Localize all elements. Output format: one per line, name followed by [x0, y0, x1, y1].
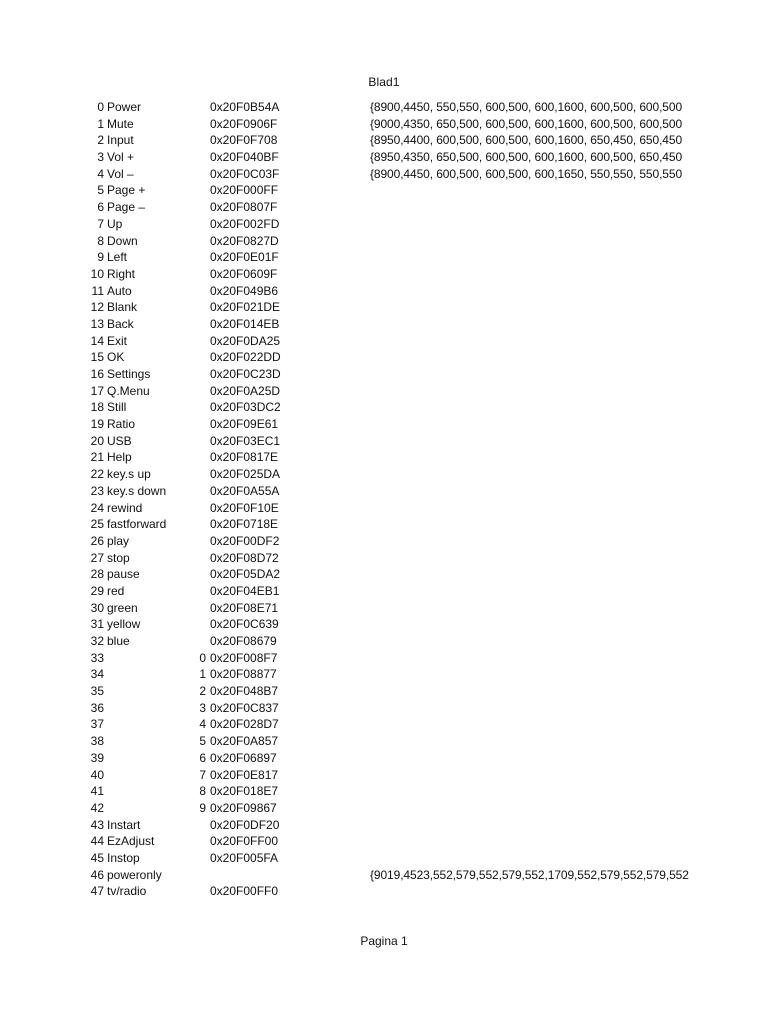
ir-code-cell: 0x20F000FF — [210, 183, 279, 198]
table-row — [0, 99, 768, 116]
button-name-cell: Down — [107, 233, 138, 248]
button-name-cell: stop — [107, 550, 130, 565]
ir-code-cell: 0x20F0A857 — [210, 734, 279, 749]
button-name-cell: Right — [107, 266, 136, 281]
table-row — [0, 316, 768, 333]
raw-timings-cell: {9019,4523,552,579,552,579,552,1709,552,579,552,579,552 — [370, 867, 689, 882]
row-number-cell: 17 — [90, 383, 104, 398]
button-name-cell: OK — [107, 350, 125, 365]
table-row — [0, 149, 768, 166]
ir-code-cell: 0x20F0DA25 — [210, 333, 281, 348]
table-row — [0, 116, 768, 133]
ir-code-cell: 0x20F08877 — [210, 667, 277, 682]
digit-cell: 5 — [199, 734, 206, 749]
row-number-cell: 26 — [90, 533, 104, 548]
ir-code-cell: 0x20F018E7 — [210, 784, 279, 799]
raw-timings-cell: {8950,4350, 650,500, 600,500, 600,1600, 600,500, 650,450 — [370, 150, 683, 165]
button-name-cell: Auto — [107, 283, 132, 298]
row-number-cell: 6 — [97, 200, 104, 215]
button-name-cell: red — [107, 583, 125, 598]
button-name-cell: key.s down — [107, 483, 167, 498]
ir-code-cell: 0x20F022DD — [210, 350, 281, 365]
button-name-cell: USB — [107, 433, 132, 448]
button-name-cell: Page – — [107, 200, 146, 215]
button-name-cell: Q.Menu — [107, 383, 150, 398]
table-row — [0, 550, 768, 567]
digit-cell: 1 — [199, 667, 206, 682]
row-number-cell: 37 — [90, 717, 104, 732]
table-row — [0, 233, 768, 250]
raw-timings-cell: {8950,4400, 600,500, 600,500, 600,1600, 650,450, 650,450 — [370, 133, 683, 148]
button-name-cell: EzAdjust — [107, 834, 155, 849]
row-number-cell: 2 — [97, 133, 104, 148]
button-name-cell: Vol + — [107, 150, 135, 165]
ir-code-cell: 0x20F0609F — [210, 266, 278, 281]
button-name-cell: blue — [107, 634, 130, 648]
table-row — [0, 366, 768, 383]
button-name-cell: Ratio — [107, 417, 136, 432]
row-number-cell: 27 — [90, 550, 104, 565]
button-name-cell: yellow — [107, 617, 141, 632]
table-row — [0, 783, 768, 800]
ir-code-cell: 0x20F0C03F — [210, 166, 280, 181]
ir-code-cell: 0x20F0C837 — [210, 700, 279, 715]
table-row — [0, 182, 768, 199]
row-number-cell: 5 — [97, 183, 104, 198]
button-name-cell: poweronly — [107, 867, 162, 882]
raw-timings-cell: {9000,4350, 650,500, 600,500, 600,1600, 600,500, 600,500 — [370, 116, 683, 131]
row-number-cell: 35 — [90, 684, 104, 699]
row-number-cell: 24 — [90, 500, 104, 515]
table-row — [0, 817, 768, 834]
table-row — [0, 800, 768, 817]
row-number-cell: 20 — [90, 433, 104, 448]
row-number-cell: 16 — [90, 367, 104, 381]
table-row — [0, 349, 768, 366]
page-footer: Pagina 1 — [360, 934, 408, 948]
ir-code-cell: 0x20F002FD — [210, 216, 280, 231]
row-number-cell: 19 — [90, 417, 104, 432]
row-number-cell: 10 — [90, 266, 104, 281]
button-name-cell: Page + — [107, 183, 146, 198]
table-row — [0, 867, 768, 884]
table-row — [0, 416, 768, 433]
table-row — [0, 850, 768, 867]
row-number-cell: 23 — [90, 483, 104, 498]
table-row — [0, 216, 768, 233]
table-row — [0, 533, 768, 550]
row-number-cell: 25 — [90, 517, 104, 532]
table-row — [0, 399, 768, 416]
button-name-cell: Left — [107, 250, 128, 265]
ir-code-cell: 0x20F021DE — [210, 300, 281, 315]
row-number-cell: 36 — [90, 700, 104, 715]
table-row — [0, 683, 768, 700]
row-number-cell: 9 — [97, 250, 104, 265]
table-row — [0, 383, 768, 400]
row-number-cell: 40 — [90, 767, 104, 782]
table-row — [0, 166, 768, 183]
digit-cell: 2 — [199, 684, 206, 699]
button-name-cell: green — [107, 600, 138, 615]
ir-code-cell: 0x20F0807F — [210, 200, 278, 215]
button-name-cell: pause — [107, 567, 140, 582]
button-name-cell: rewind — [107, 500, 143, 515]
digit-cell: 8 — [199, 784, 206, 799]
ir-code-cell: 0x20F025DA — [210, 467, 281, 482]
row-number-cell: 21 — [90, 450, 104, 465]
row-number-cell: 29 — [90, 583, 104, 598]
table-row — [0, 616, 768, 633]
ir-code-cell: 0x20F0827D — [210, 233, 279, 248]
row-number-cell: 3 — [97, 150, 104, 165]
button-name-cell: Back — [107, 316, 134, 331]
ir-code-cell: 0x20F049B6 — [210, 283, 279, 298]
ir-code-cell: 0x20F00DF2 — [210, 533, 280, 548]
table-row — [0, 516, 768, 533]
ir-code-cell: 0x20F09E61 — [210, 417, 279, 432]
ir-code-cell: 0x20F0F708 — [210, 133, 278, 148]
table-row — [0, 132, 768, 149]
row-number-cell: 47 — [90, 884, 104, 899]
row-number-cell: 44 — [90, 834, 104, 849]
button-name-cell: key.s up — [107, 467, 151, 482]
ir-code-cell: 0x20F0A55A — [210, 483, 280, 498]
table-row — [0, 249, 768, 266]
ir-code-cell: 0x20F03EC1 — [210, 433, 281, 448]
ir-code-cell: 0x20F005FA — [210, 850, 279, 865]
row-number-cell: 46 — [90, 867, 104, 882]
row-number-cell: 39 — [90, 750, 104, 765]
button-name-cell: Exit — [107, 333, 128, 348]
ir-code-cell: 0x20F00FF0 — [210, 884, 279, 899]
digit-cell: 4 — [199, 717, 206, 732]
table-row — [0, 883, 768, 900]
table-row — [0, 650, 768, 667]
digit-cell: 9 — [199, 800, 206, 815]
row-number-cell: 7 — [97, 216, 104, 231]
table-row — [0, 833, 768, 850]
row-number-cell: 33 — [90, 650, 104, 665]
table-row — [0, 199, 768, 216]
ir-code-cell: 0x20F08E71 — [210, 600, 279, 615]
table-row — [0, 700, 768, 717]
table-row — [0, 566, 768, 583]
ir-code-cell: 0x20F040BF — [210, 150, 279, 165]
sheet-title: Blad1 — [368, 75, 400, 89]
ir-code-cell: 0x20F0817E — [210, 450, 279, 465]
ir-code-cell: 0x20F0FF00 — [210, 834, 279, 849]
table-row — [0, 600, 768, 617]
ir-code-cell: 0x20F03DC2 — [210, 400, 281, 415]
table-row — [0, 767, 768, 784]
table-row — [0, 449, 768, 466]
button-name-cell: Mute — [107, 116, 134, 131]
table-row — [0, 483, 768, 500]
row-number-cell: 18 — [90, 400, 104, 415]
ir-code-cell: 0x20F0718E — [210, 517, 279, 532]
table-row — [0, 750, 768, 767]
button-name-cell: Instart — [107, 817, 141, 832]
button-name-cell: Up — [107, 216, 123, 231]
ir-code-cell: 0x20F04EB1 — [210, 583, 280, 598]
row-number-cell: 43 — [90, 817, 104, 832]
row-number-cell: 13 — [90, 316, 104, 331]
ir-code-cell: 0x20F06897 — [210, 750, 277, 765]
ir-code-cell: 0x20F09867 — [210, 800, 277, 815]
ir-code-cell: 0x20F008F7 — [210, 650, 278, 665]
row-number-cell: 8 — [97, 233, 104, 248]
ir-code-cell: 0x20F028D7 — [210, 717, 279, 732]
ir-code-cell: 0x20F0C23D — [210, 367, 281, 381]
raw-timings-cell: {8900,4450, 550,550, 600,500, 600,1600, 600,500, 600,500 — [370, 100, 683, 114]
ir-code-cell: 0x20F0C639 — [210, 617, 279, 632]
button-name-cell: Instop — [107, 850, 140, 865]
ir-code-cell: 0x20F0F10E — [210, 500, 279, 515]
table-row — [0, 666, 768, 683]
row-number-cell: 30 — [90, 600, 104, 615]
ir-code-cell: 0x20F08679 — [210, 634, 277, 648]
table-row — [0, 583, 768, 600]
remote-code-table — [0, 99, 768, 900]
row-number-cell: 14 — [90, 333, 104, 348]
table-row — [0, 733, 768, 750]
row-number-cell: 1 — [97, 116, 104, 131]
button-name-cell: Power — [107, 100, 142, 114]
table-row — [0, 633, 768, 650]
row-number-cell: 28 — [90, 567, 104, 582]
row-number-cell: 11 — [91, 283, 104, 298]
row-number-cell: 45 — [90, 850, 104, 865]
row-number-cell: 15 — [90, 350, 104, 365]
button-name-cell: Settings — [107, 367, 151, 381]
row-number-cell: 32 — [90, 634, 104, 648]
table-row — [0, 299, 768, 316]
button-name-cell: Input — [107, 133, 134, 148]
digit-cell: 0 — [199, 650, 206, 665]
digit-cell: 3 — [199, 700, 206, 715]
ir-code-cell: 0x20F08D72 — [210, 550, 279, 565]
row-number-cell: 0 — [97, 100, 104, 114]
ir-code-cell: 0x20F0E01F — [210, 250, 279, 265]
table-row — [0, 283, 768, 300]
table-row — [0, 500, 768, 517]
ir-code-cell: 0x20F0A25D — [210, 383, 281, 398]
row-number-cell: 41 — [90, 784, 104, 799]
table-row — [0, 466, 768, 483]
digit-cell: 6 — [199, 750, 206, 765]
row-number-cell: 12 — [90, 300, 104, 315]
table-row — [0, 266, 768, 283]
ir-code-cell: 0x20F014EB — [210, 316, 280, 331]
row-number-cell: 4 — [97, 166, 104, 181]
ir-code-cell: 0x20F05DA2 — [210, 567, 281, 582]
raw-timings-cell: {8900,4450, 600,500, 600,500, 600,1650, 550,550, 550,550 — [370, 166, 683, 181]
ir-code-cell: 0x20F0E817 — [210, 767, 279, 782]
table-row — [0, 333, 768, 350]
row-number-cell: 34 — [90, 667, 104, 682]
digit-cell: 7 — [199, 767, 206, 782]
ir-code-cell: 0x20F048B7 — [210, 684, 279, 699]
ir-code-cell: 0x20F0DF20 — [210, 817, 280, 832]
button-name-cell: tv/radio — [107, 884, 147, 899]
row-number-cell: 31 — [90, 617, 104, 632]
button-name-cell: fastforward — [107, 517, 167, 532]
button-name-cell: Blank — [107, 300, 138, 315]
row-number-cell: 38 — [90, 734, 104, 749]
button-name-cell: Help — [107, 450, 132, 465]
table-row — [0, 716, 768, 733]
row-number-cell: 42 — [90, 800, 104, 815]
row-number-cell: 22 — [90, 467, 104, 482]
ir-code-cell: 0x20F0906F — [210, 116, 278, 131]
ir-code-cell: 0x20F0B54A — [210, 100, 280, 114]
button-name-cell: play — [107, 533, 130, 548]
button-name-cell: Vol – — [107, 166, 134, 181]
button-name-cell: Still — [107, 400, 127, 415]
table-row — [0, 433, 768, 450]
